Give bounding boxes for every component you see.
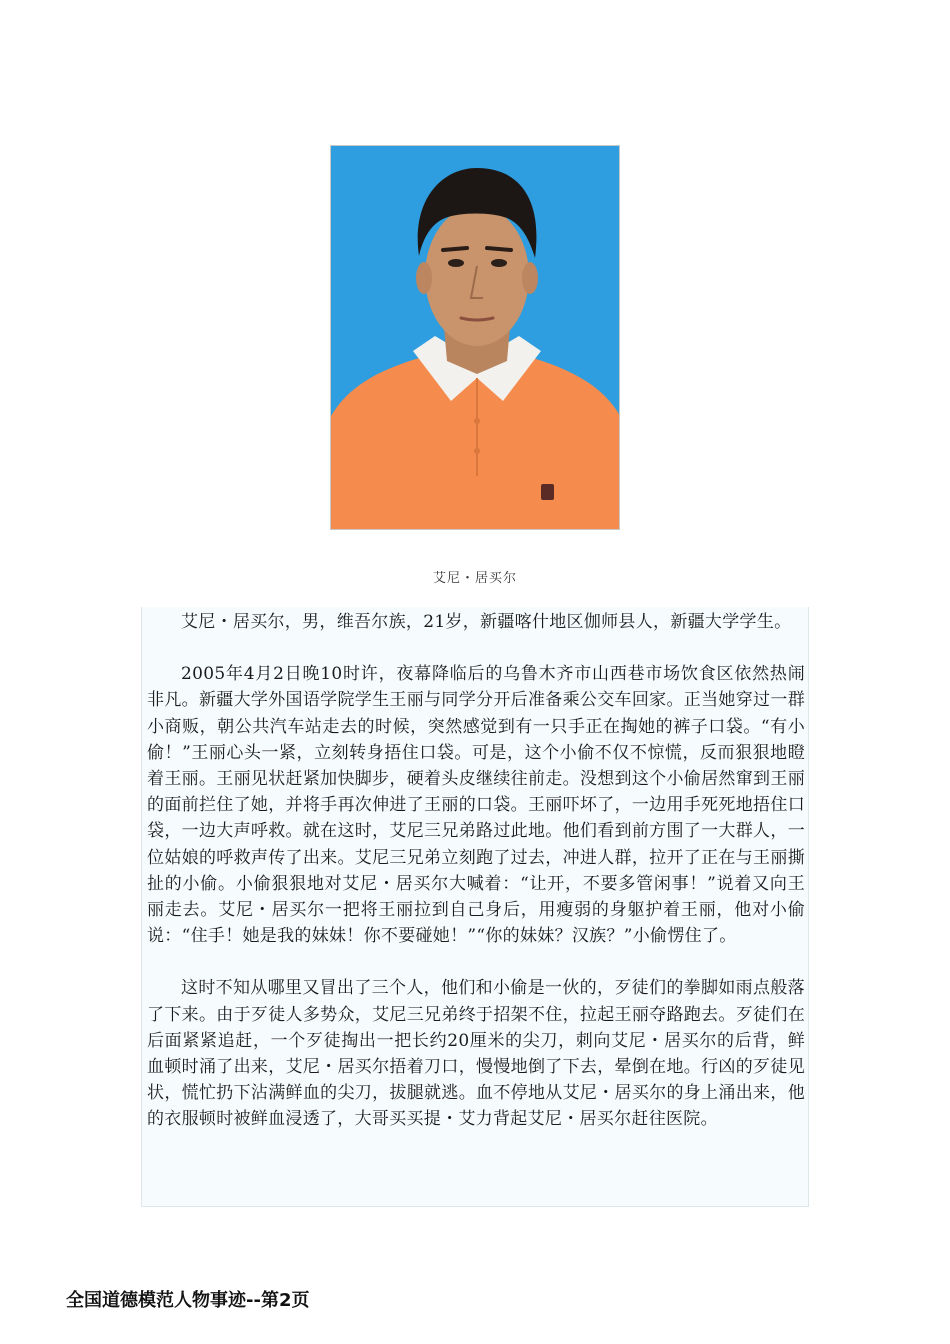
article-body [141,607,809,1207]
portrait-illustration [331,146,619,529]
paragraph-attack: 这时不知从哪里又冒出了三个人，他们和小偷是一伙的，歹徒们的拳脚如雨点般落了下来。由于歹徒人多势众，艾尼三兄弟终于招架不住，拉起王丽夺路跑去。歹徒们在后面紧紧追赶，一个歹徒掏出一把长约20厘米的尖刀，刺向艾尼・居买尔的后背，鲜血顿时涌了出来，艾尼・居买尔捂着刀口，慢慢地倒了下去，晕倒在地。行凶的歹徒见状，慌忙扔下沾满鲜血的尖刀，拔腿就逃。血不停地从艾尼・居买尔的身上涌出来，他的衣服顿时被鲜血浸透了，大哥买买提・艾力背起艾尼・居买尔赶往医院。 [147,978,805,1130]
paragraph-intro: 艾尼・居买尔，男，维吾尔族，21岁，新疆喀什地区伽师县人，新疆大学学生。 [181,612,792,632]
portrait-photo [330,145,620,530]
paragraph-incident: 2005年4月2日晚10时许，夜幕降临后的乌鲁木齐市山西巷市场饮食区依然热闹非凡。新疆大学外国语学院学生王丽与同学分开后准备乘公交车回家。正当她穿过一群小商贩，朝公共汽车站走去的时候，突然感觉到有一只手正在掏她的裤子口袋。“有小偷！”王丽心头一紧，立刻转身捂住口袋。可是，这个小偷不仅不惊慌，反而狠狠地瞪着王丽。王丽见状赶紧加快脚步，硬着头皮继续往前走。没想到这个小偷居然窜到王丽的面前拦住了她，并将手再次伸进了王丽的口袋。王丽吓坏了，一边用手死死地捂住口袋，一边大声呼救。就在这时，艾尼三兄弟路过此地。他们看到前方围了一大群人，一位姑娘的呼救声传了出来。艾尼三兄弟立刻跑了过去，冲进人群，拉开了正在与王丽撕扯的小偷。小偷狠狠地对艾尼・居买尔大喊着：“让开，不要多管闲事！”说着又向王丽走去。艾尼・居买尔一把将王丽拉到自己身后，用瘦弱的身躯护着王丽，他对小偷说：“住手！她是我的妹妹！你不要碰她！”“你的妹妹？汉族？”小偷愣住了。 [147,664,805,947]
page-footer: 全国道德模范人物事迹--第2页 [66,1290,310,1311]
photo-caption: 艾尼・居买尔 [432,571,517,586]
